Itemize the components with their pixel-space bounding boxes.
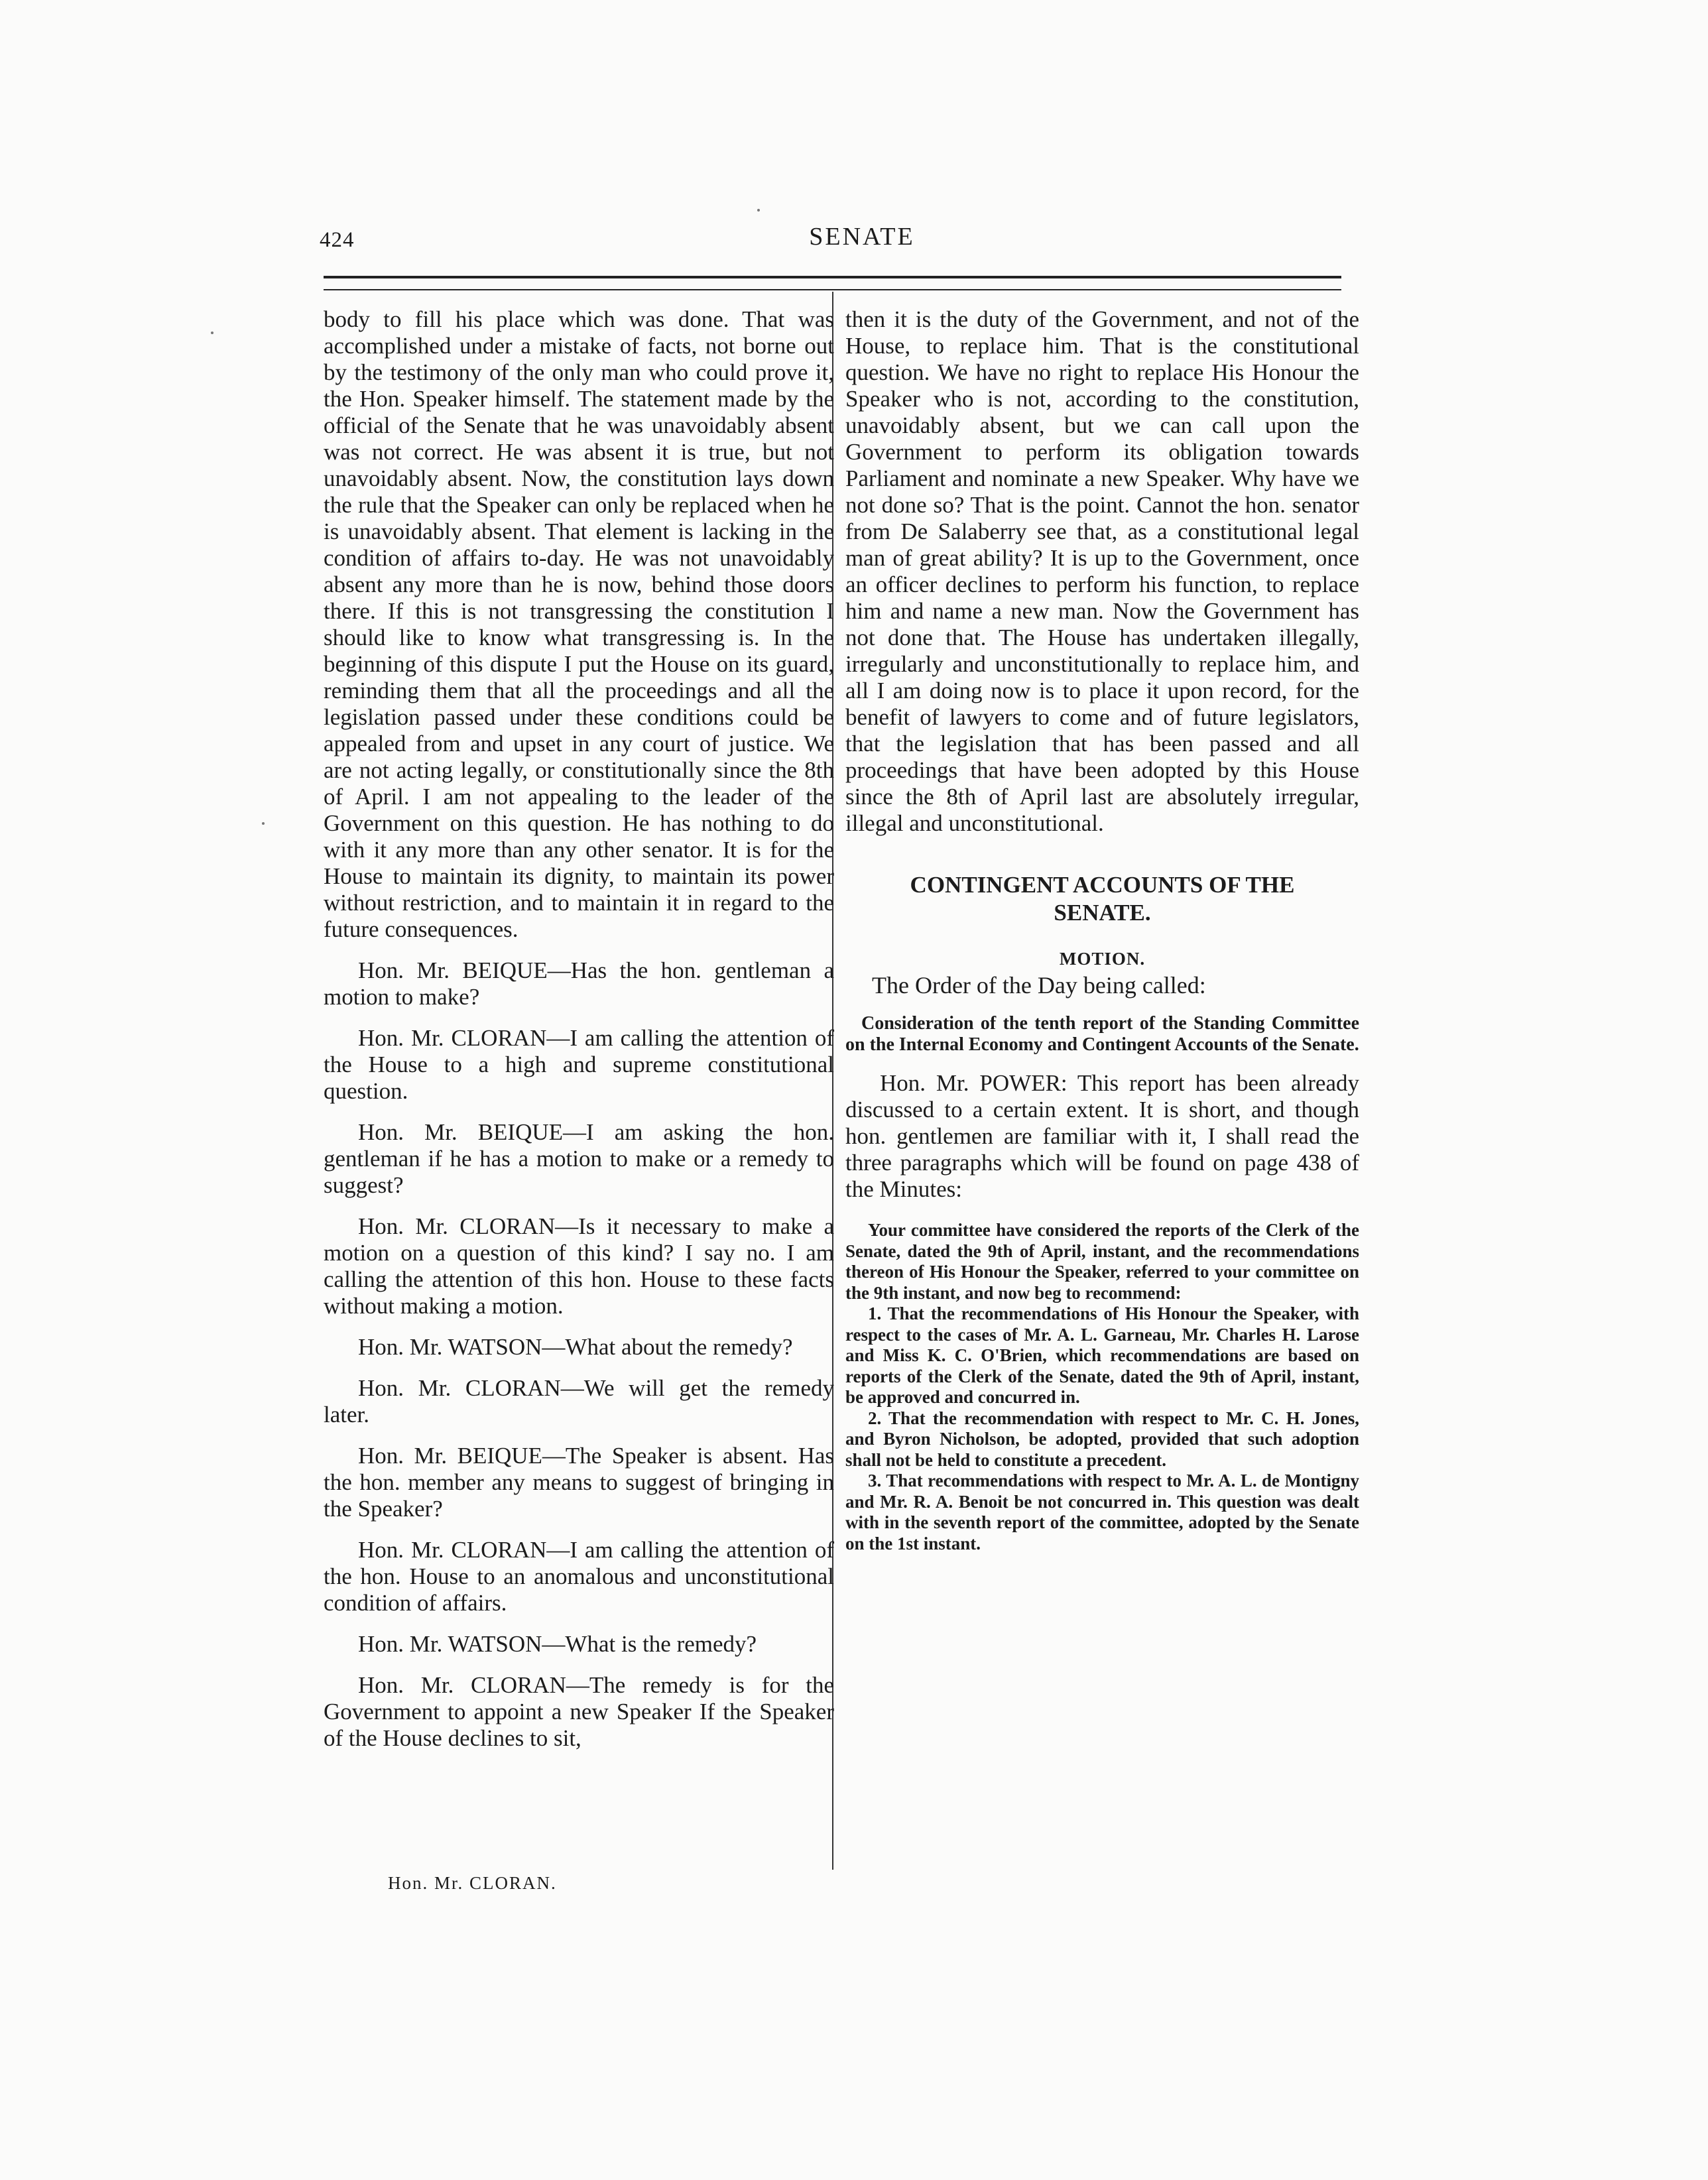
speech-beique-2: Hon. Mr. BEIQUE—I am asking the hon. gentleman if he has a motion to make or a remedy to suggest? bbox=[324, 1119, 834, 1198]
motion-label: MOTION. bbox=[1059, 949, 1146, 969]
speech-beique-1: Hon. Mr. BEIQUE—Has the hon. gentleman a motion to make? bbox=[324, 957, 834, 1010]
speech-cloran-2: Hon. Mr. CLORAN—Is it necessary to make a motion on a question of this kind? I say no. I am calling the attention of this hon. House to these facts without making a motion. bbox=[324, 1213, 834, 1319]
order-of-the-day: The Order of the Day being called: bbox=[872, 972, 1206, 999]
speech-beique-3: Hon. Mr. BEIQUE—The Speaker is absent. Has the hon. member any means to suggest of bringing in the Speaker? bbox=[324, 1443, 834, 1522]
scan-speck bbox=[757, 209, 760, 212]
speech-cloran-5: Hon. Mr. CLORAN—The remedy is for the Government to appoint a new Speaker If the Speaker of the House declines to sit, bbox=[324, 1672, 834, 1751]
speech-watson-1: Hon. Mr. WATSON—What about the remedy? bbox=[358, 1334, 793, 1360]
scan-speck bbox=[211, 332, 213, 334]
footer-speaker-name: Hon. Mr. CLORAN. bbox=[388, 1873, 557, 1893]
paragraph-continuation: body to fill his place which was done. That was accomplished under a mistake of facts, not borne out by the testimony of the only man who could prove it, the Hon. Speaker himself. The statement made by the official of the Senate that he was unavoidably absent was not correct. He was absent it is true, but not unavoidably absent. Now, the constitution lays down the rule that the Speaker can only be replaced when he is unavoidably absent. That element is lacking in the condition of affairs to-day. He was not unavoidably absent any more than he is now, behind those doors there. If this is not transgressing the constitution I should like to know what transgressing is. In the beginning of this dispute I put the House on its guard, reminding them that all the proceedings and all the legislation passed under these conditions could be appealed from and upset in any court of justice. We are not acting legally, or constitutionally since the 8th of April. I am not appealing to the leader of the Government on this question. He has nothing to do with it any more than any other senator. It is for the House to maintain its dignity, to maintain its power without restriction, and to maintain it in regard to the future consequences. bbox=[324, 306, 834, 942]
speech-watson-2: Hon. Mr. WATSON—What is the remedy? bbox=[358, 1631, 757, 1657]
consideration-note: Consideration of the tenth report of the Standing Committee on the Internal Economy and Contingent Accounts of the Senate. bbox=[845, 1013, 1359, 1055]
paragraph-continuation-right: then it is the duty of the Government, and not of the House, to replace him. That is the constitutional question. We have no right to replace His Honour the Speaker who is not, according to the constitution, unavoidably absent, but we can call upon the Government to perform its obligation towards Parliament and nominate a new Speaker. Why have we not done so? That is the point. Cannot the hon. senator from De Salaberry see that, as a constitutional legal man of great ability? It is up to the Government, once an officer declines to perform his function, to replace him and name a new man. Now the Government has not done that. The House has undertaken illegally, irregularly and unconstitutionally to replace him, and all I am doing now is to place it upon record, for the benefit of lawyers to come and of future legislators, that the legislation that has been passed and all proceedings that have been adopted by this House since the 8th of April last are absolutely irregular, illegal and unconstitutional. bbox=[845, 306, 1359, 836]
scan-speck bbox=[262, 822, 265, 825]
right-column bbox=[845, 306, 1359, 1554]
section-title-line-1: CONTINGENT ACCOUNTS OF THE bbox=[910, 872, 1295, 898]
speech-cloran-3: Hon. Mr. CLORAN—We will get the remedy later. bbox=[324, 1375, 834, 1427]
section-title-line-2: SENATE. bbox=[1054, 900, 1151, 926]
speech-cloran-4: Hon. Mr. CLORAN—I am calling the attention of the hon. House to an anomalous and unconstitutional condition of affairs. bbox=[324, 1537, 834, 1616]
running-head: SENATE bbox=[809, 223, 915, 251]
page-number: 424 bbox=[320, 228, 355, 252]
speech-power: Hon. Mr. POWER: This report has been already discussed to a certain extent. It is short, and though hon. gentlemen are familiar with it, I shall read the three paragraphs which will be found on page 438 of the Minutes: bbox=[845, 1070, 1359, 1202]
header-rule-thick bbox=[324, 276, 1341, 278]
header-rule-thin bbox=[324, 289, 1341, 290]
report-intro: Your committee have considered the reports of the Clerk of the Senate, dated the 9th of April, instant, and the recommendations thereon of His Honour the Speaker, referred to your committee on the 9th instant, and now beg to recommend: bbox=[845, 1220, 1359, 1303]
report-item-1: 1. That the recommendations of His Honour the Speaker, with respect to the cases of Mr. A. L. Garneau, Mr. Charles H. Larose and Miss K. C. O'Brien, which recommendations are based on reports of the Clerk of the Senate, dated the 9th of April, instant, be approved and concurred in. bbox=[845, 1303, 1359, 1407]
section-title bbox=[845, 871, 1359, 927]
left-column bbox=[324, 306, 834, 1752]
speech-cloran-1: Hon. Mr. CLORAN—I am calling the attention of the House to a high and supreme constitutional question. bbox=[324, 1025, 834, 1104]
report-item-2: 2. That the recommendation with respect to Mr. C. H. Jones, and Byron Nicholson, be adopted, provided that such adoption shall not be held to constitute a precedent. bbox=[845, 1408, 1359, 1470]
report-item-3: 3. That recommendations with respect to Mr. A. L. de Montigny and Mr. R. A. Benoit be not concurred in. This question was dealt with in the seventh report of the committee, adopted by the Senate on the 1st instant. bbox=[845, 1471, 1359, 1553]
